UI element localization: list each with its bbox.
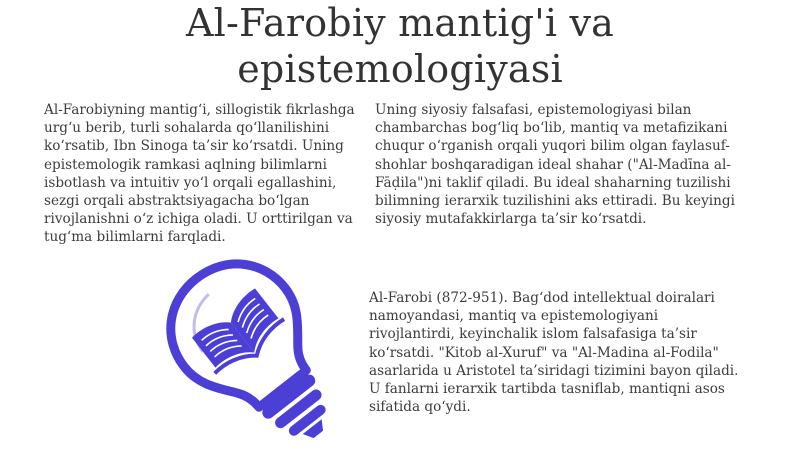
slide-title	[0, 0, 800, 92]
slide-title-line-2: epistemologiyasi	[237, 47, 563, 91]
slide-title-line-1: Al-Farobiy mantig'i va	[185, 1, 615, 45]
paragraph-right: Uning siyosiy falsafasi, epistemologiyasi bilan chambarchas bog‘liq bo‘lib, mantiq va metafizikani chuqur o‘rganish orqali yuqori bilim olgan faylasuf-shohlar boshqaradigan ideal shahar ("Al-Madīna al-Fāḍila")ni taklif qiladi. Bu ideal shaharning tuzilishi bilimning ierarxik tuzilishini aks ettiradi. Bu keyingi siyosiy mutafakkirlarga ta’sir ko‘rsatdi.	[375, 102, 735, 228]
lightbulb-book-icon	[150, 252, 350, 442]
paragraph-bottom: Al-Farobi (872-951). Bag‘dod intellektual doiralari namoyandasi, mantiq va epistemologiyani rivojlantirdi, keyinchalik islom falsafasiga ta’sir ko‘rsatdi. "Kitob al-Xuruf" va "Al-Madina al-Fodila" asarlarida u Aristotel ta’siridagi tizimini bayon qiladi. U fanlarni ierarxik tartibda tasniflab, mantiqni asos sifatida qo‘ydi.	[369, 290, 739, 416]
paragraph-left: Al-Farobiyning mantig‘i, sillogistik fikrlashga urg‘u berib, turli sohalarda qo‘llanilishini ko‘rsatib, Ibn Sinoga ta’sir ko‘rsatdi. Uning epistemologik ramkasi aqlning bilimlarni isbotlash va intuitiv yo‘l orqali egallashini, sezgi orqali abstraktsiyagacha bo‘lgan rivojlanishni o‘z ichiga oladi. U orttirilgan va tug‘ma bilimlarni farqladi.	[44, 102, 355, 246]
